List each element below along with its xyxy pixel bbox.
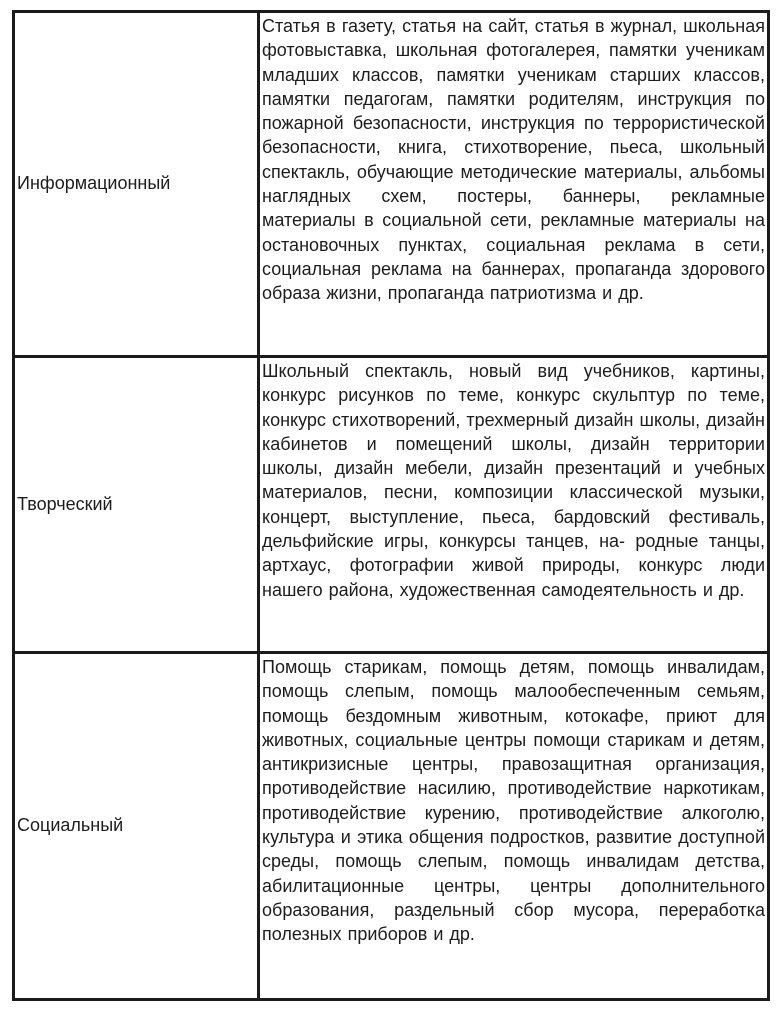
project-types-table bbox=[12, 10, 770, 1001]
table-row-creative bbox=[14, 357, 769, 653]
project-types-table-body bbox=[14, 12, 769, 1000]
table-row-informational bbox=[14, 12, 769, 357]
items-cell-social: Помощь старикам, помощь детям, помощь инвалидам, помощь слепым, помощь малообеспеченным семьям, помощь бездомным животным, котокафе, приют для животных, социальные центры помощи старикам и детям, антикризисные центры, правозащитная организация, противодействие насилию, противодействие наркотикам, противодействие курению, противодействие алкоголю, культура и этика общения подростков, развитие доступной среды, помощь слепым, помощь инвалидам детства, абилитационные центры, центры дополнительного образования, раздельный сбор мусора, переработка полезных приборов и др. bbox=[259, 653, 769, 1000]
category-cell-social: Социальный bbox=[14, 653, 259, 1000]
items-cell-informational: Статья в газету, статья на сайт, статья в журнал, школьная фотовыставка, школьная фотогалерея, памятки ученикам младших классов, памятки ученикам старших классов, памятки педагогам, памятки родителям, инструкция по пожарной безопасности, инструкция по террористической безопасности, книга, стихотворение, пьеса, школьный спектакль, обучающие методические материалы, альбомы наглядных схем, постеры, баннеры, рекламные материалы в социальной сети, рекламные материалы на остановочных пунктах, социальная реклама в сети, социальная реклама на баннерах, пропаганда здорового образа жизни, пропаганда патриотизма и др. bbox=[259, 12, 769, 357]
category-cell-creative: Творческий bbox=[14, 357, 259, 653]
category-cell-informational: Информационный bbox=[14, 12, 259, 357]
items-cell-creative: Школьный спектакль, новый вид учебников, картины, конкурс рисунков по теме, конкурс скульптур по теме, конкурс стихотворений, трехмерный дизайн школы, дизайн кабинетов и помещений школы, дизайн территории школы, дизайн мебели, дизайн презентаций и учебных материалов, песни, композиции классической музыки, концерт, выступление, пьеса, бардовский фестиваль, дельфийские игры, конкурсы танцев, на- родные танцы, артхаус, фотографии живой природы, конкурс люди нашего района, художественная самодеятельность и др. bbox=[259, 357, 769, 653]
table-row-social bbox=[14, 653, 769, 1000]
